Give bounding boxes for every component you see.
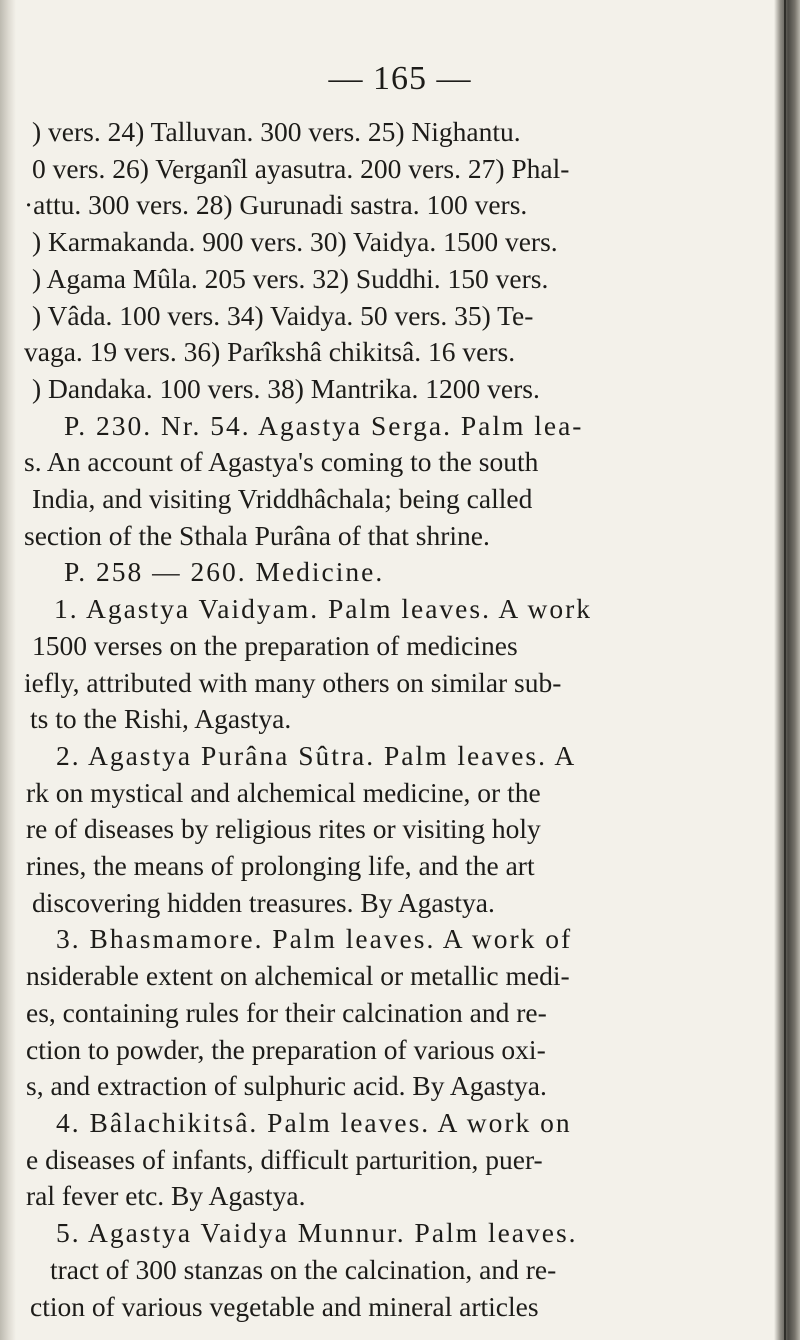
text-line: 4. Bâlachikitsâ. Palm leaves. A work on: [56, 1106, 572, 1138]
text-line: section of the Sthala Purâna of that shrine.: [24, 519, 490, 551]
page-number: — 165 —: [328, 60, 472, 97]
text-line: ral fever etc. By Agastya.: [26, 1180, 306, 1212]
text-line: nsiderable extent on alchemical or metallic medi-: [26, 960, 570, 992]
text-line: 1500 verses on the preparation of medicines: [32, 629, 518, 661]
text-line: 3. Bhasmamore. Palm leaves. A work of: [56, 923, 573, 955]
text-line: ction of various vegetable and mineral articles: [30, 1290, 539, 1322]
text-line: ) Karmakanda. 900 vers. 30) Vaidya. 1500 vers.: [32, 226, 558, 258]
text-line: ) Agama Mûla. 205 vers. 32) Suddhi. 150 vers.: [32, 262, 549, 294]
text-line: ts to the Rishi, Agastya.: [30, 703, 292, 735]
text-line: iefly, attributed with many others on similar sub-: [24, 666, 562, 698]
text-line: 1. Agastya Vaidyam. Palm leaves. A work: [54, 593, 593, 625]
text-line: India, and visiting Vriddhâchala; being called: [32, 483, 533, 515]
page-text: [22, 114, 762, 1325]
page-right-binding-edge: [774, 0, 800, 1340]
text-line: ) Vâda. 100 vers. 34) Vaidya. 50 vers. 35) Te-: [32, 299, 534, 331]
text-line: ) Dandaka. 100 vers. 38) Mantrika. 1200 vers.: [32, 372, 540, 404]
text-line: s, and extraction of sulphuric acid. By Agastya.: [26, 1070, 547, 1102]
text-line: e diseases of infants, difficult parturition, puer-: [26, 1143, 543, 1175]
text-line: ction to powder, the preparation of various oxi-: [26, 1033, 546, 1065]
text-line: s. An account of Agastya's coming to the south: [24, 446, 539, 478]
text-line: rines, the means of prolonging life, and the art: [26, 850, 535, 882]
text-line: P. 230. Nr. 54. Agastya Serga. Palm lea-: [64, 409, 584, 441]
page-left-shadow: [0, 0, 16, 1340]
text-line: vaga. 19 vers. 36) Parîkshâ chikitsâ. 16 vers.: [24, 336, 516, 368]
text-line: es, containing rules for their calcination and re-: [26, 996, 547, 1028]
text-line: 5. Agastya Vaidya Munnur. Palm leaves.: [56, 1217, 578, 1249]
page-right-edge-line: [784, 0, 786, 1340]
text-line: rk on mystical and alchemical medicine, or the: [26, 776, 541, 808]
text-line: ) vers. 24) Talluvan. 300 vers. 25) Nighantu.: [32, 116, 521, 147]
text-line: tract of 300 stanzas on the calcination, and re-: [50, 1253, 557, 1285]
text-line: 2. Agastya Purâna Sûtra. Palm leaves. A: [56, 739, 577, 771]
text-line: re of diseases by religious rites or visiting holy: [26, 813, 541, 845]
text-line: ·attu. 300 vers. 28) Gurunadi sastra. 100 vers.: [24, 189, 528, 221]
text-line: discovering hidden treasures. By Agastya.: [32, 886, 495, 918]
text-line: P. 258 — 260. Medicine.: [64, 556, 385, 588]
text-line: 0 vers. 26) Verganîl ayasutra. 200 vers. 27) Phal-: [32, 152, 570, 184]
